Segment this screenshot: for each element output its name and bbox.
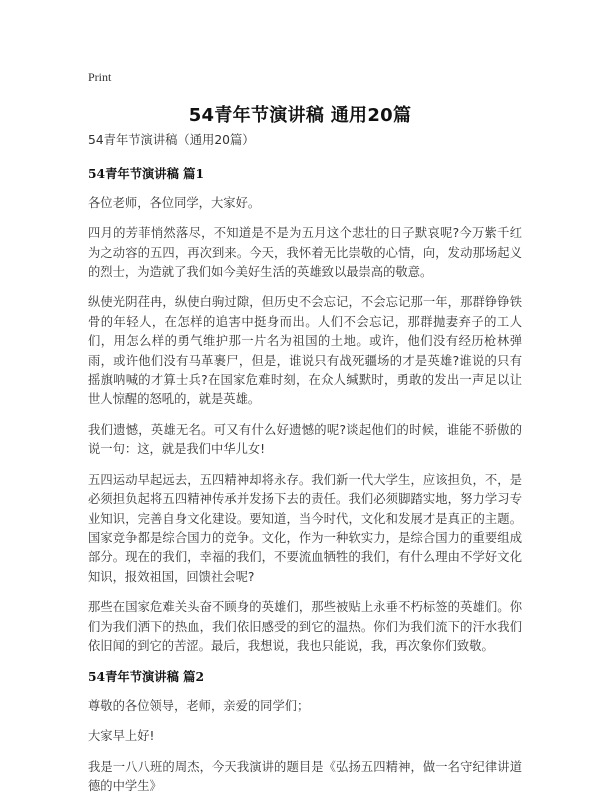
paragraph: 四月的芳菲悄然落尽，不知道是不是为五月这个悲壮的日子默哀呢?今万紫千红为之动容的五四，再次到来。今天，我怀着无比崇敬的心情，向，发动那场起义的烈士，为造就了我们如今美好生活的英雄致以最崇高的敬意。	[88, 226, 522, 280]
section-heading-1: 54青年节演讲稿 篇1	[88, 166, 205, 182]
paragraph: 那些在国家危难关头奋不顾身的英雄们，那些被贴上永垂不朽标签的英雄们。你们为我们洒下的热血，我们依旧感受的到它的温热。你们为我们流下的汗水我们依旧闻的到它的苦涩。最后，我想说，我也只能说，我，再次象你们致敬。	[88, 600, 522, 653]
paragraph: 五四运动早起远去，五四精神却将永存。我们新一代大学生，应该担负，不，是必须担负起将五四精神传承并发扬下去的责任。我们必须脚踏实地，努力学习专业知识，完善自身文化建设。要知道，当今时代，文化和发展才是真正的主题。国家竞争都是综合国力的竞争。文化，作为一种软实力，是综合国力的重要组成部分。现在的我们，幸福的我们，不要流血牺牲的我们，有什么理由不学好文化知识，报效祖国，回馈社会呢?	[88, 472, 522, 584]
document-body	[88, 129, 522, 807]
document-subtitle: 54青年节演讲稿（通用20篇）	[88, 133, 255, 147]
paragraph: 我们遗憾，英雄无名。可又有什么好遗憾的呢?谈起他们的时候，谁能不骄傲的说一句：这，就是我们中华儿女!	[88, 422, 522, 457]
page-title: 54青年节演讲稿 通用20篇	[188, 105, 412, 126]
section-heading-2: 54青年节演讲稿 篇2	[88, 669, 205, 685]
paragraph: 纵使光阴荏冉，纵使白驹过隙，但历史不会忘记，不会忘记那一年，那群铮铮铁骨的年轻人，在怎样的追害中挺身而出。人们不会忘记，那群抛妻弃子的工人们，用怎么样的勇气维护那一片名为祖国的土地。或许，他们没有经历枪林弹雨，或许他们没有马革裹尸，但是，谁说只有战死疆场的才是英雄?谁说的只有摇旗呐喊的才算士兵?在国家危难时刻，在众人缄默时，勇敢的发出一声足以让世人惊醒的怒吼的，就是英雄。	[88, 295, 522, 407]
print-link[interactable]: Print	[88, 70, 112, 84]
paragraph: 我是一八八班的周杰，今天我演讲的题目是《弘扬五四精神，做一名守纪律讲道德的中学生》	[88, 759, 522, 793]
paragraph: 大家早上好!	[88, 729, 155, 744]
paragraph: 尊敬的各位领导，老师，亲爱的同学们；	[88, 698, 310, 713]
paragraph: 各位老师，各位同学，大家好。	[88, 195, 261, 210]
